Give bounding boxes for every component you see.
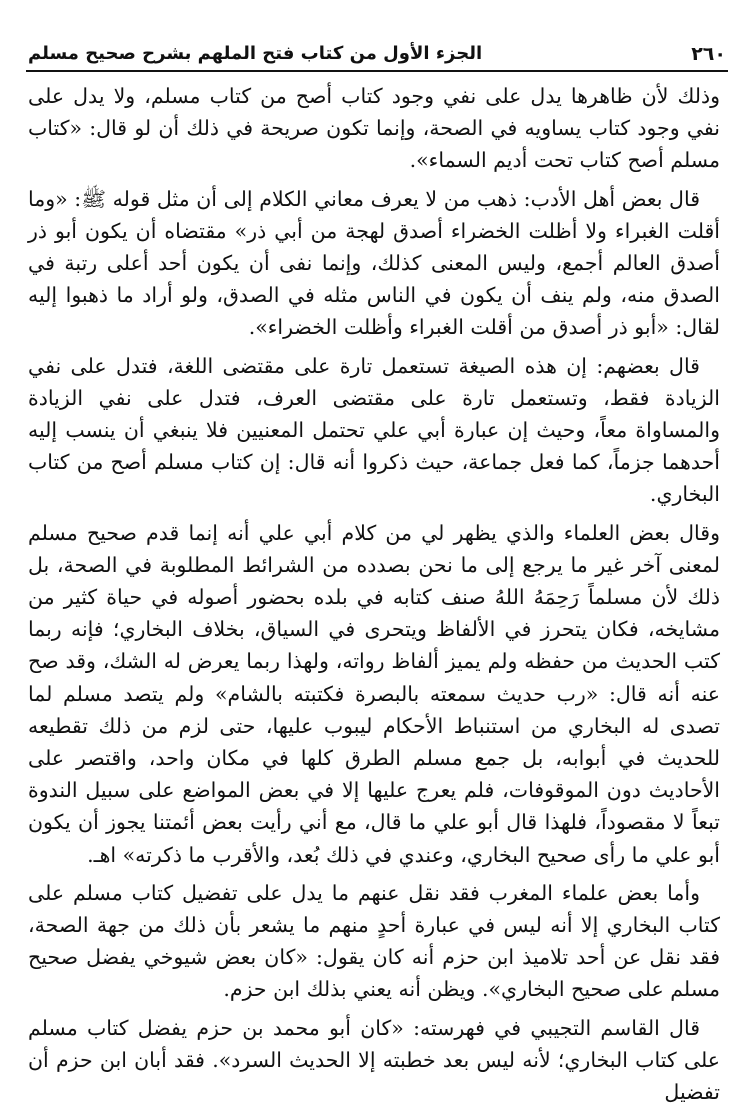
paragraph: وذلك لأن ظاهرها يدل على نفي وجود كتاب أصح من كتاب مسلم، ولا يدل على نفي وجود كتاب يساويه في الصحة، وإنما تكون صريحة في ذلك أن لو قال: «كتاب مسلم أصح كتاب تحت أديم السماء». — [28, 84, 720, 173]
paragraph: وقال بعض العلماء والذي يظهر لي من كلام أبي علي أنه إنما قدم صحيح مسلم لمعنى آخر غير ما يرجع إلى ما نحن بصدده من الشرائط المطلوبة في الصحة، بل ذلك لأن مسلماً رَحِمَهُ اللهُ صنف كتابه في بلده بحضور أصوله في حياة كثير من مشايخه، فكان يتحرز في الألفاظ ويتحرى في السياق، بخلاف البخاري؛ فإنه ربما كتب الحديث من حفظه ولم يميز ألفاظ رواته، ولهذا ربما يعرض له الشك، وقد صح عنه أنه قال: «رب حديث سمعته بالبصرة فكتبته بالشام» ولم يتصد مسلم لما تصدى له البخاري من استنباط الأحكام ليبوب عليها، حتى لزم من ذلك تقطيعه للحديث في أبوابه، بل جمع مسلم الطرق كلها في مكان واحد، واقتصر على الأحاديث دون الموقوفات، فلم يعرج عليها إلا في بعض المواضع على سبيل الندوة تبعاً لا مقصوداً، فلهذا قال أبو علي ما قال، مع أني رأيت بعض أئمتنا يجوز أن يكون أبو علي ما رأى صحيح البخاري، وعندي في ذلك بُعد، والأقرب ما ذكرته» اهـ. — [28, 520, 720, 867]
paragraph: قال القاسم التجيبي في فهرسته: «كان أبو محمد بن حزم يفضل كتاب مسلم على كتاب البخاري؛ لأنه ليس بعد خطبته إلا الحديث السرد». فقد أبان ابن حزم أن تفضيل — [28, 1015, 720, 1105]
paragraph: قال بعض أهل الأدب: ذهب من لا يعرف معاني الكلام إلى أن مثل قوله ﷺ: «وما أقلت الغبراء ولا أظلت الخضراء أصدق لهجة من أبي ذر» مقتضاه أن يكون أبو ذر أصدق العالم أجمع، وليس المعنى كذلك، وإنما نفى أن يكون أحد أعلى رتبة في الصدق منه، ولم ينف أن يكون في الناس مثله في الصدق، ولو أراد ما ذهبوا إليه لقال: «أبو ذر أصدق من أقلت الغبراء وأظلت الخضراء». — [28, 186, 720, 340]
page-header — [28, 34, 726, 66]
page-number: ٢٦٠ — [691, 43, 726, 65]
header-rule — [26, 70, 728, 72]
paragraph: قال بعضهم: إن هذه الصيغة تستعمل تارة على مقتضى اللغة، فتدل على نفي الزيادة فقط، وتستعمل تارة على مقتضى العرف، فتدل على نفي الزيادة والمساواة معاً، وحيث إن عبارة أبي علي تحتمل المعنيين فلا ينبغي أن ينسب إليه أحدهما جزماً، كما فعل جماعة، حيث ذكروا أنه قال: إن كتاب مسلم أصح من كتاب البخاري. — [28, 353, 720, 507]
running-title: الجزء الأول من كتاب فتح الملهم بشرح صحيح مسلم — [28, 43, 483, 64]
main-text — [28, 80, 720, 1105]
paragraph: وأما بعض علماء المغرب فقد نقل عنهم ما يدل على تفضيل كتاب مسلم على كتاب البخاري إلا أنه ليس في عبارة أحدٍ منهم ما يشعر بأن ذلك من جهة الصحة، فقد نقل عن أحد تلاميذ ابن حزم أنه كان يقول: «كان بعض شيوخي يفضل صحيح مسلم على صحيح البخاري». ويظن أنه يعني بذلك ابن حزم. — [28, 880, 720, 1002]
